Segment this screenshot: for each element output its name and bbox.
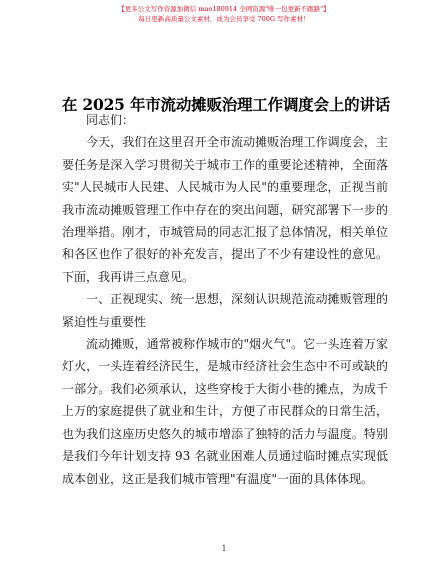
- banner-line-1: 【更多公文写作资源加微信 mao180914 全网资源"唯一包更新不跑路"】: [118, 5, 330, 13]
- document-body: [62, 109, 388, 490]
- promo-banner: [0, 4, 448, 24]
- paragraph-section-1: 流动摊贩，通常被称作城市的"烟火气"。它一头连着万家灯火，一头连着经济民生，是城市经济社会生态中不可或缺的一部分。我们必须承认，这些穿梭于大街小巷的摊点，为成千上万的家庭提供了就业和生计，方便了市民群众的日常生活，也为我们这座历史悠久的城市增添了独特的活力与温度。特别是我们今年计划支持 93 名就业困难人员通过临时摊点实现低成本创业，这正是我们城市管理"有温度"一面的具体体现。: [62, 337, 388, 486]
- page-number: 1: [221, 544, 227, 553]
- banner-line-2: 每日更新高质量公文素材，成为会员享受 700G 写作素材！: [138, 15, 310, 23]
- paragraph-intro: 今天，我们在这里召开全市流动摊贩治理工作调度会，主要任务是深入学习贯彻关于城市工作的重要论述精神，全面落实"人民城市人民建、人民城市为人民"的重要理念，正视当前我市流动摊贩管理工作中存在的突出问题，研究部署下一步的治理举措。刚才，市城管局的同志汇报了总体情况，相关单位和各区也作了很好的补充发言，提出了不少有建设性的意见。下面，我再讲三点意见。: [62, 135, 388, 284]
- section-heading-1: 一、正视现实、统一思想，深刻认识规范流动摊贩管理的紧迫性与重要性: [62, 292, 388, 329]
- salutation: 同志们：: [86, 113, 135, 127]
- document-title: 在 2025 年市流动摊贩治理工作调度会上的讲话: [61, 95, 391, 114]
